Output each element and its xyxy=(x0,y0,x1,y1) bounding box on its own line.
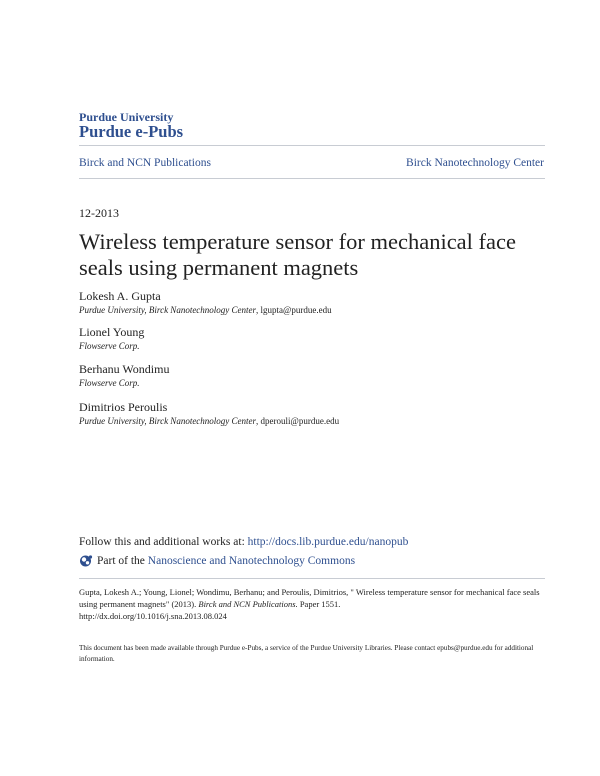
author-name: Dimitrios Peroulis xyxy=(79,400,168,414)
citation-block: Gupta, Lokesh A.; Young, Lionel; Wondimu, Berhanu; and Peroulis, Dimitrios, " Wireless temperature sensor for mechanical face seals using permanent magnets" (2013). Birck and NCN Publications. Paper 1551. http://dx.doi.org/10.1016/j.sna.2013.08.024 xyxy=(79,587,540,621)
author-affiliation: Purdue University, Birck Nanotechnology Center, lgupta@purdue.edu xyxy=(79,305,332,315)
part-of-line: Part of the Nanoscience and Nanotechnology Commons xyxy=(79,554,355,568)
author-block xyxy=(79,325,144,351)
commons-network-icon xyxy=(79,554,93,568)
divider xyxy=(79,578,545,579)
author-affiliation: Purdue University, Birck Nanotechnology Center, dperouli@purdue.edu xyxy=(79,416,340,426)
author-block xyxy=(79,362,169,388)
author-block xyxy=(79,400,339,426)
follow-line: Follow this and additional works at: http://docs.lib.purdue.edu/nanopub xyxy=(79,536,409,548)
paper-title: Wireless temperature sensor for mechanical face seals using permanent magnets xyxy=(79,229,516,280)
center-link[interactable]: Birck Nanotechnology Center xyxy=(406,157,544,169)
publication-date: 12-2013 xyxy=(79,206,119,220)
author-name: Lokesh A. Gupta xyxy=(79,289,161,303)
repository-notice: This document has been made available through Purdue e-Pubs, a service of the Purdue University Libraries. Please contact epubs@purdue.edu for additional information. xyxy=(79,644,534,663)
author-name: Berhanu Wondimu xyxy=(79,362,170,376)
series-link[interactable]: Birck and NCN Publications xyxy=(79,157,211,169)
author-affiliation: Flowserve Corp. xyxy=(79,378,140,388)
author-block xyxy=(79,289,332,315)
author-email[interactable]: lgupta@purdue.edu xyxy=(260,305,332,315)
commons-link[interactable]: Nanoscience and Nanotechnology Commons xyxy=(147,555,356,567)
divider xyxy=(79,145,545,146)
repository-name[interactable]: Purdue e-Pubs xyxy=(79,122,184,141)
doi-link[interactable]: http://dx.doi.org/10.1016/j.sna.2013.08.024 xyxy=(79,611,227,621)
repository-url-link[interactable]: http://docs.lib.purdue.edu/nanopub xyxy=(247,536,409,548)
author-affiliation: Flowserve Corp. xyxy=(79,341,140,351)
author-email[interactable]: dperouli@purdue.edu xyxy=(260,416,340,426)
institution-name[interactable]: Purdue University xyxy=(79,110,174,124)
divider xyxy=(79,178,545,179)
author-name: Lionel Young xyxy=(79,325,145,339)
